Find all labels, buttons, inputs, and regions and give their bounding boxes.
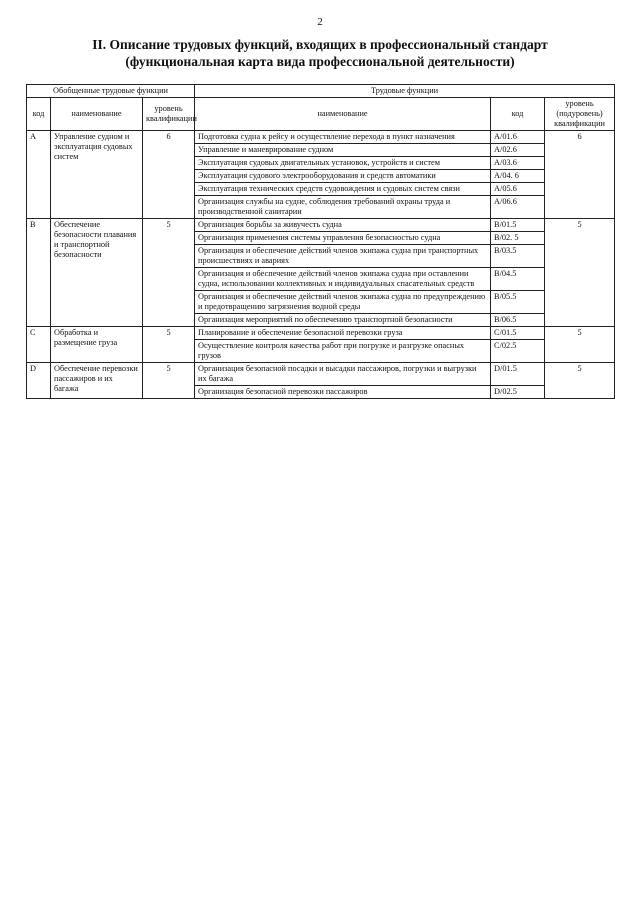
header-function-code: код bbox=[491, 98, 545, 131]
header-labor-functions: Трудовые функции bbox=[195, 85, 615, 98]
function-name: Организация безопасной посадки и высадки пассажиров, погрузки и выгрузки их багажа bbox=[195, 363, 491, 386]
page-number: 2 bbox=[317, 16, 323, 28]
function-code: D/02.5 bbox=[491, 386, 545, 399]
function-name: Организация и обеспечение действий членов экипажа судна по предупреждению и предотвращению загрязнения водной среды bbox=[195, 291, 491, 314]
function-name: Эксплуатация судового электрооборудования и средств автоматики bbox=[195, 170, 491, 183]
header-function-name: наименование bbox=[195, 98, 491, 131]
generalized-level: 5 bbox=[143, 327, 195, 363]
function-code: B/03.5 bbox=[491, 245, 545, 268]
generalized-name: Обработка и размещение груза bbox=[51, 327, 143, 363]
header-row-columns bbox=[27, 98, 615, 131]
function-code: A/02.6 bbox=[491, 144, 545, 157]
generalized-level: 5 bbox=[143, 363, 195, 399]
function-code: A/01.6 bbox=[491, 131, 545, 144]
function-code: B/05.5 bbox=[491, 291, 545, 314]
function-code: A/06.6 bbox=[491, 196, 545, 219]
function-name: Организация безопасной перевозки пассажиров bbox=[195, 386, 491, 399]
function-sublevel: 6 bbox=[545, 131, 615, 219]
header-generalized-functions: Обобщенные трудовые функции bbox=[27, 85, 195, 98]
function-sublevel: 5 bbox=[545, 363, 615, 399]
function-name: Планирование и обеспечение безопасной перевозки груза bbox=[195, 327, 491, 340]
generalized-name: Обеспечение перевозки пассажиров и их багажа bbox=[51, 363, 143, 399]
function-code: A/04. 6 bbox=[491, 170, 545, 183]
function-name: Организация применения системы управления безопасностью судна bbox=[195, 232, 491, 245]
generalized-name: Обеспечение безопасности плавания и транспортной безопасности bbox=[51, 219, 143, 327]
generalized-code: D bbox=[27, 363, 51, 399]
functional-map-table bbox=[26, 84, 615, 399]
function-sublevel: 5 bbox=[545, 327, 615, 363]
function-code: B/06.5 bbox=[491, 314, 545, 327]
function-name: Организация мероприятий по обеспечению транспортной безопасности bbox=[195, 314, 491, 327]
function-code: C/02.5 bbox=[491, 340, 545, 363]
table-row bbox=[27, 327, 615, 340]
function-name: Управление и маневрирование судном bbox=[195, 144, 491, 157]
function-code: C/01.5 bbox=[491, 327, 545, 340]
function-name: Организация и обеспечение действий членов экипажа судна при транспортных происшествиях и авариях bbox=[195, 245, 491, 268]
function-code: D/01.5 bbox=[491, 363, 545, 386]
generalized-level: 6 bbox=[143, 131, 195, 219]
document-title: II. Описание трудовых функций, входящих в профессиональный стандарт (функциональная карта вида профессиональной деятельности) bbox=[92, 37, 548, 69]
generalized-code: A bbox=[27, 131, 51, 219]
generalized-name: Управление судном и эксплуатация судовых систем bbox=[51, 131, 143, 219]
function-code: B/01.5 bbox=[491, 219, 545, 232]
header-sublevel: уровень (подуровень) квалификации bbox=[545, 98, 615, 131]
table-row bbox=[27, 219, 615, 232]
function-name: Организация борьбы за живучесть судна bbox=[195, 219, 491, 232]
header-name: наименование bbox=[51, 98, 143, 131]
header-qualification-level: уровень квалификации bbox=[143, 98, 195, 131]
table-row bbox=[27, 363, 615, 386]
function-code: B/02. 5 bbox=[491, 232, 545, 245]
generalized-code: C bbox=[27, 327, 51, 363]
function-name: Организация службы на судне, соблюдения требований охраны труда и производственной санитарии bbox=[195, 196, 491, 219]
function-name: Эксплуатация судовых двигательных установок, устройств и систем bbox=[195, 157, 491, 170]
header-code: код bbox=[27, 98, 51, 131]
function-name: Осуществление контроля качества работ при погрузке и разгрузке опасных грузов bbox=[195, 340, 491, 363]
function-name: Эксплуатация технических средств судовождения и судовых систем связи bbox=[195, 183, 491, 196]
function-sublevel: 5 bbox=[545, 219, 615, 327]
header-row-groups bbox=[27, 85, 615, 98]
generalized-level: 5 bbox=[143, 219, 195, 327]
function-name: Подготовка судна к рейсу и осуществление перехода в пункт назначения bbox=[195, 131, 491, 144]
table-row bbox=[27, 131, 615, 144]
generalized-code: B bbox=[27, 219, 51, 327]
function-code: A/05.6 bbox=[491, 183, 545, 196]
function-code: A/03.6 bbox=[491, 157, 545, 170]
function-code: B/04.5 bbox=[491, 268, 545, 291]
function-name: Организация и обеспечение действий членов экипажа судна при оставлении судна, использовании коллективных и индивидуальных спасательных средств bbox=[195, 268, 491, 291]
